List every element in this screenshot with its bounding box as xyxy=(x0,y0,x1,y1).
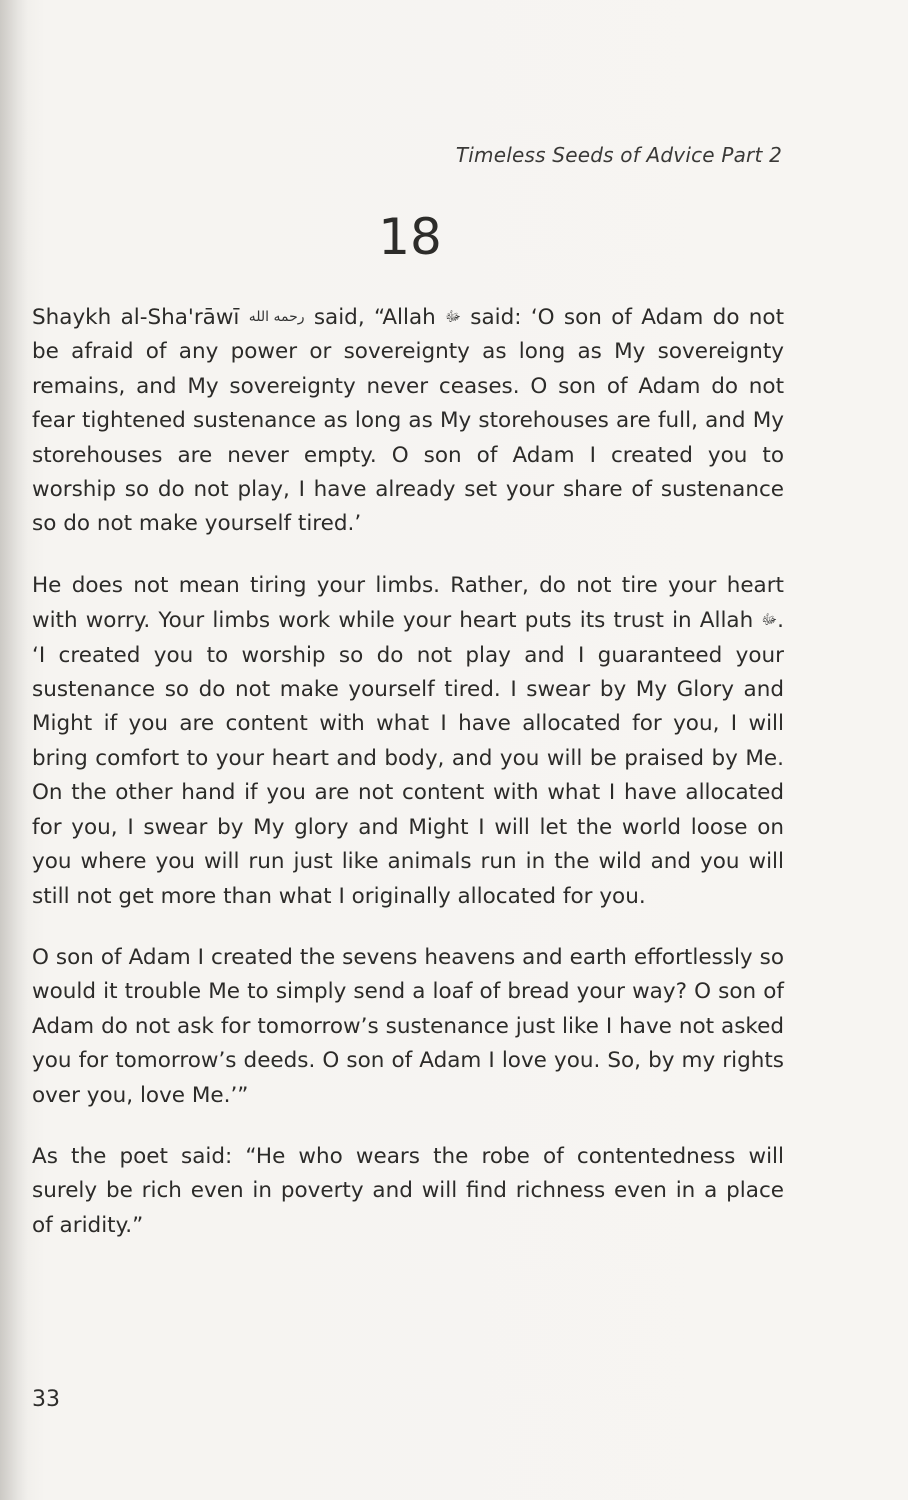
paragraph-2-text-b: . ‘I created you to worship so do not play and I guaranteed your sustenance so do not make yourself tired. I swear by My Glory and Might if you are content with what I have allocated for you, I will bring comfort to your heart and body, and you will be praised by Me. On the other hand if you are not content with what I have allocated for you, I swear by My glory and Might I will let the world loose on you where you will run just like animals run in the wild and you will still not get more than what I originally allocated for you. xyxy=(32,608,784,909)
honorific-rahimahullah: رحمه الله xyxy=(248,309,305,325)
page-number: 33 xyxy=(32,1387,60,1412)
paragraph-2-text-a: He does not mean tiring your limbs. Rather, do not tire your heart with worry. Your limbs work while your heart puts its trust in Allah xyxy=(32,572,784,634)
paragraph-1-text-c: said: ‘O son of Adam do not be afraid of any power or sovereignty as long as My sovereignty remains, and My sovereignty never ceases. O son of Adam do not fear tightened sustenance as long as My storehouses are full, and My storehouses are never empty. O son of Adam I created you to worship so do not play, I have already set your share of sustenance so do not make yourself tired.’ xyxy=(32,305,785,537)
honorific-jalla-jalaluhu: ﷻ xyxy=(445,309,461,325)
paragraph-4: As the poet said: “He who wears the robe of contentedness will surely be rich even in poverty and will find richness even in a place of aridity.” xyxy=(32,1143,784,1238)
body-text xyxy=(32,300,784,1270)
paragraph-1-text-a: Shaykh al-Sha'rāwī xyxy=(32,305,240,330)
paragraph-1-text-b: said, “Allah xyxy=(304,305,446,330)
paragraph-3: O son of Adam I created the sevens heavens and earth effortlessly so would it trouble Me to simply send a loaf of bread your way? O son of Adam do not ask for tomorrow’s sustenance just like I have not asked you for tomorrow’s deeds. O son of Adam I love you. So, by my rights over you, love Me.’” xyxy=(32,944,784,1108)
honorific-jalla-jalaluhu: ﷻ xyxy=(761,612,778,629)
running-header: Timeless Seeds of Advice Part 2 xyxy=(455,143,782,167)
chapter-number: 18 xyxy=(378,208,442,266)
paragraph-2 xyxy=(32,569,784,914)
paragraph-1 xyxy=(32,300,784,542)
